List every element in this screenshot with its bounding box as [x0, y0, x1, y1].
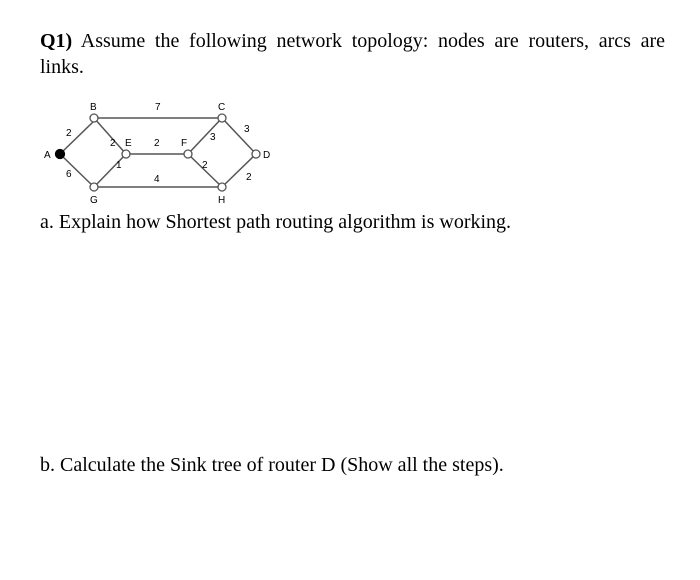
node-label-A: A	[44, 150, 51, 161]
node-label-F: F	[181, 138, 188, 149]
node-label-D: D	[263, 150, 271, 161]
node-D	[252, 150, 260, 158]
weight-A-G: 6	[66, 169, 72, 180]
weight-E-G: 1	[116, 160, 122, 171]
link-C-D	[222, 118, 256, 154]
weight-E-F: 2	[154, 138, 160, 149]
node-label-C: C	[218, 102, 226, 113]
weight-F-C: 3	[210, 132, 216, 143]
question-text	[40, 28, 665, 80]
node-label-G: G	[90, 195, 98, 206]
weight-A-B: 2	[66, 128, 72, 139]
weight-C-D: 3	[244, 124, 250, 135]
weight-F-H: 2	[202, 160, 208, 171]
question-body: Assume the following network topology: nodes are routers, arcs are links.	[40, 30, 665, 78]
weight-H-D: 2	[246, 172, 252, 183]
node-C	[218, 114, 226, 122]
node-A	[56, 150, 65, 159]
node-H	[218, 183, 226, 191]
network-topology-diagram	[30, 96, 280, 208]
node-G	[90, 183, 98, 191]
node-F	[184, 150, 192, 158]
weight-B-E: 2	[110, 138, 116, 149]
node-E	[122, 150, 130, 158]
node-label-H: H	[218, 195, 226, 206]
part-a-question: a. Explain how Shortest path routing algorithm is working.	[40, 211, 512, 233]
question-number: Q1)	[40, 30, 73, 52]
part-b-question: b. Calculate the Sink tree of router D (Show all the steps).	[40, 454, 504, 476]
weight-B-C: 7	[155, 102, 161, 113]
link-F-C	[188, 118, 222, 154]
weight-G-H: 4	[154, 174, 160, 185]
node-label-E: E	[125, 138, 132, 149]
node-label-B: B	[90, 102, 97, 113]
node-B	[90, 114, 98, 122]
